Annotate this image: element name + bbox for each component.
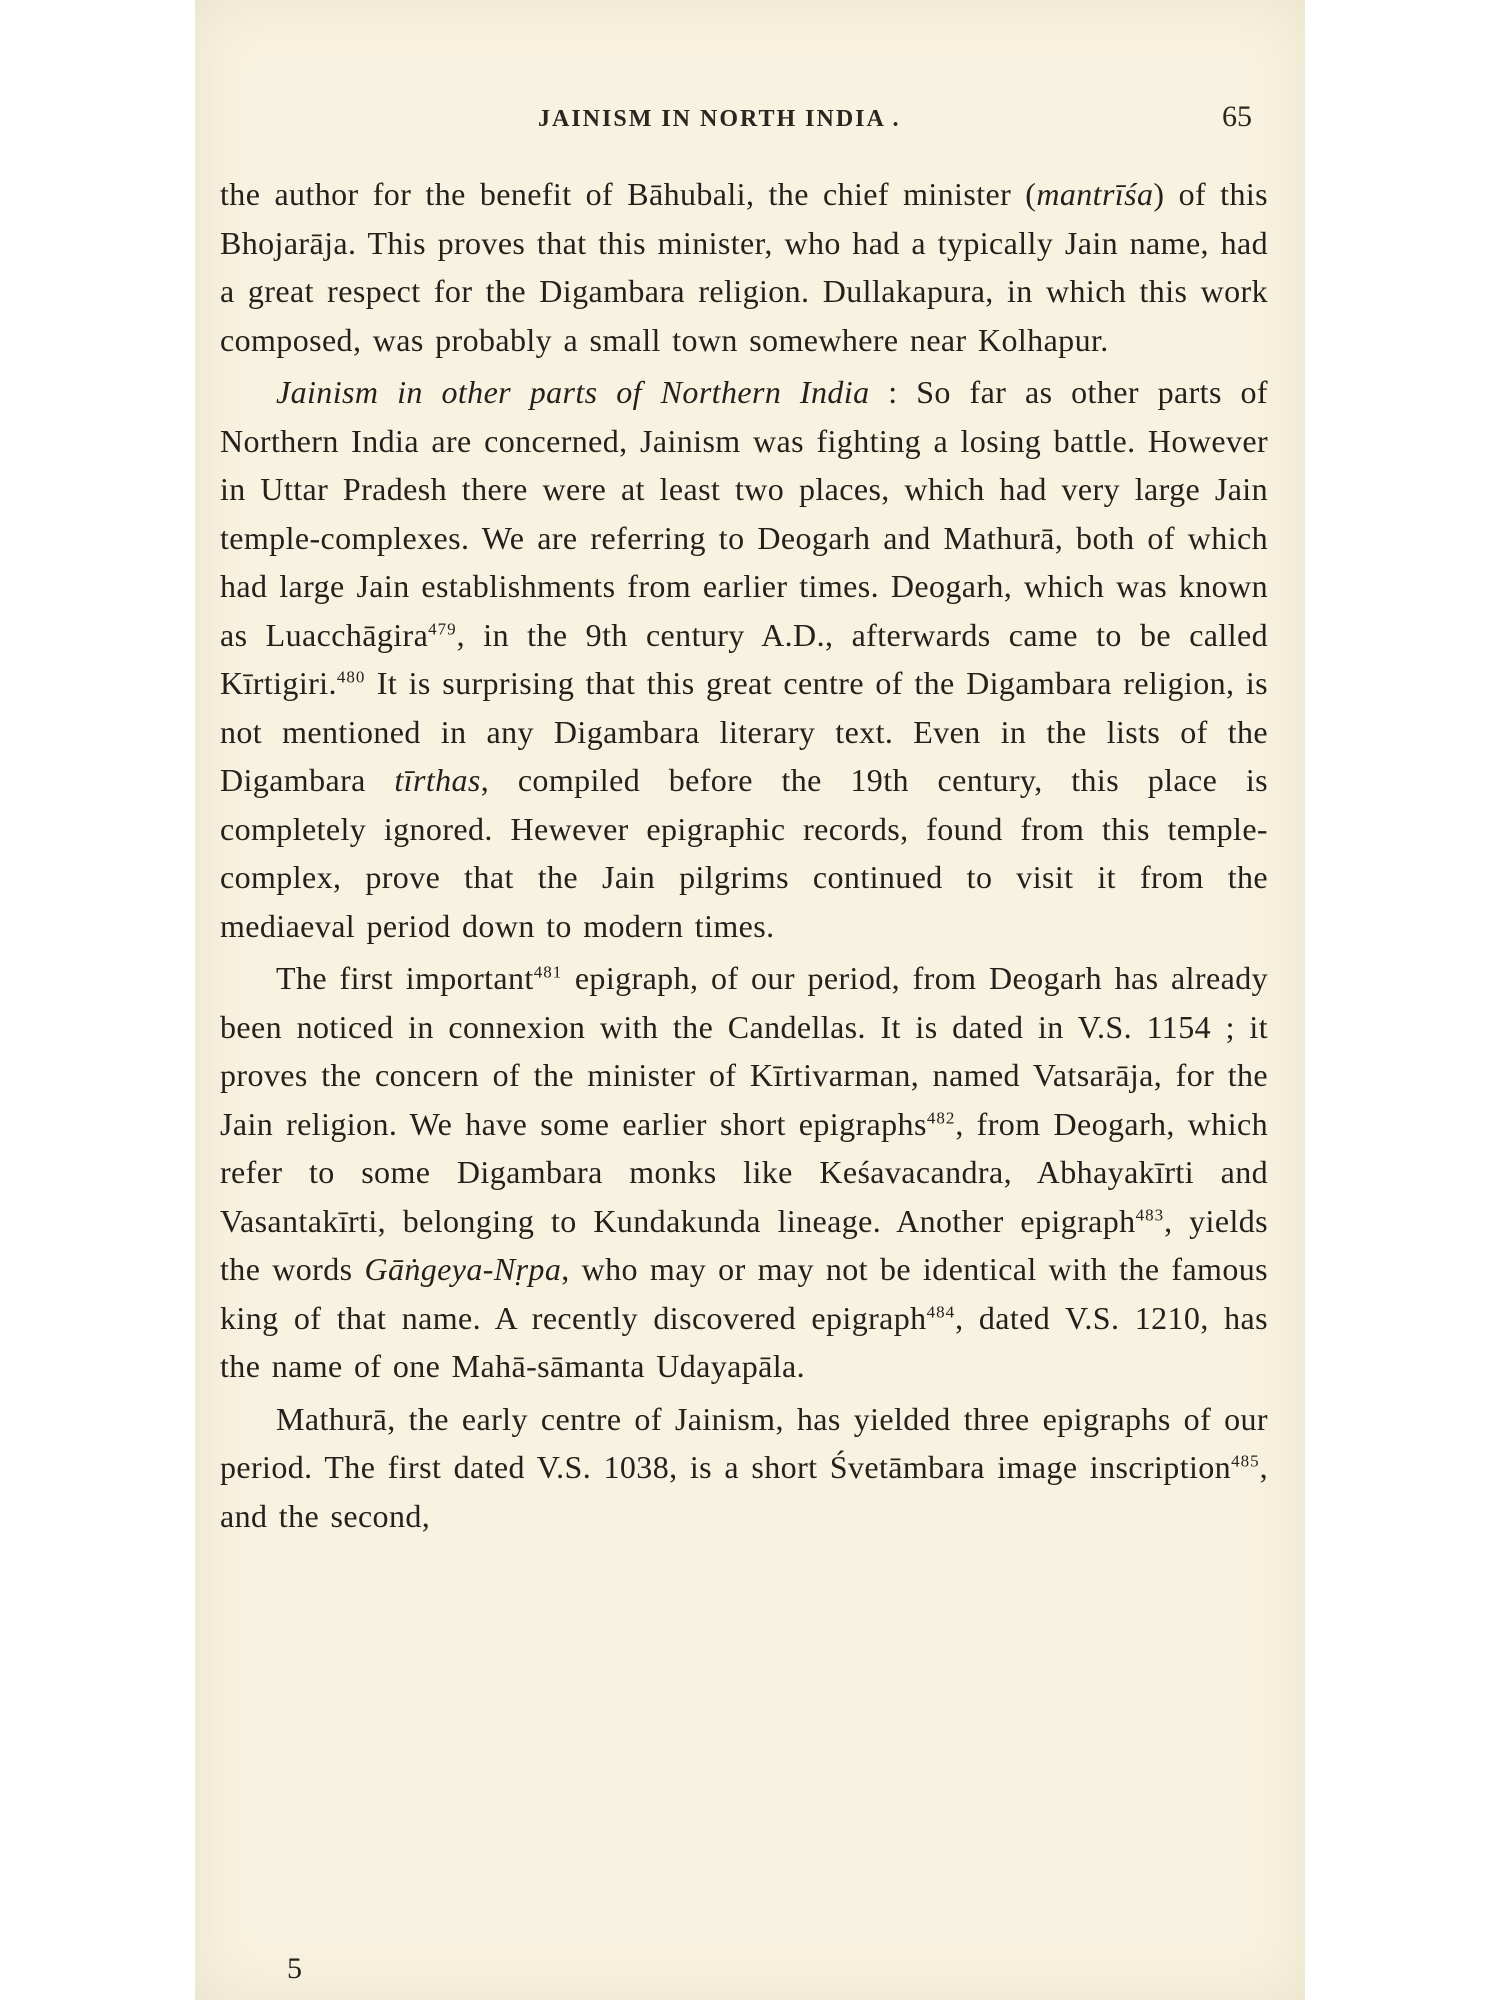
footnote-ref: 483 [1135, 1204, 1165, 1224]
text-run: : So far as other parts of Northern India are concerned, Jainism was fighting a losing battle. However in Uttar Pradesh there were at least two places, which had very large Jain temple-complexes. We are referring to Deogarh and Mathurā, both of which had large Jain establishments from earlier times. Deogarh, which was known as Luacchāgira [220, 374, 1268, 653]
italic-term: Gāṅgeya-Nṛpa [364, 1251, 562, 1287]
text-run: , who may or may not be identical with the famous king of that name. A recently discovered epigraph [220, 1251, 1268, 1336]
text-run: , dated V.S. 1210, has the name of one Mahā-sāmanta Udayapāla. [220, 1299, 1268, 1384]
text-run: The first important [276, 960, 534, 996]
footnote-ref: 484 [926, 1301, 956, 1321]
paragraph-2 [220, 368, 1268, 950]
body-text [220, 170, 1268, 1544]
running-head [195, 100, 1305, 140]
text-run: , yields the words [220, 1202, 1268, 1287]
text-run: , compiled before the 19th century, this place is completely ignored. Hewever epigraphic records, found from this temple-complex, prove that the Jain pilgrims continued to visit it from the mediaeval period down to modern times. [220, 762, 1268, 944]
italic-term: mantrīśa [1036, 176, 1154, 212]
text-run: the author for the benefit of Bāhubali, the chief minister ( [220, 176, 1037, 212]
italic-term: Jainism in other parts of Northern India [276, 374, 870, 410]
footnote-ref: 480 [336, 667, 366, 687]
text-run: , in the 9th century A.D., afterwards came to be called Kīrtigiri. [220, 616, 1268, 701]
text-run: It is surprising that this great centre of the Digambara religion, is not mentioned in any Digambara literary text. Even in the lists of the Digambara [220, 665, 1268, 798]
footnote-ref: 485 [1231, 1451, 1260, 1471]
footnote-ref: 481 [533, 962, 563, 982]
paragraph-3 [220, 954, 1268, 1391]
footnote-ref: 482 [926, 1107, 956, 1127]
text-run: ) of this Bhojarāja. This proves that this minister, who had a typically Jain name, had a great respect for the Digambara religion. Dullakapura, in which this work composed, was probably a small town somewhere near Kolhapur. [220, 176, 1269, 358]
italic-term: tīrthas [394, 762, 481, 798]
paragraph-4 [220, 1395, 1268, 1541]
page-number: 65 [1222, 100, 1252, 133]
signature-mark: 5 [287, 1952, 302, 1985]
footnote-ref: 479 [428, 618, 457, 638]
running-title: JAINISM IN NORTH INDIA . [538, 106, 901, 132]
text-run: , and the second, [220, 1449, 1268, 1534]
text-run: epigraph, of our period, from Deogarh has already been noticed in connexion with the Candellas. It is dated in V.S. 1154 ; it proves the concern of the minister of Kīrtivarman, named Vatsarāja, for the Jain religion. We have some earlier short epigraphs [220, 960, 1268, 1142]
paragraph-1 [220, 170, 1268, 364]
book-page [195, 0, 1305, 2000]
text-run: , from Deogarh, which refer to some Digambara monks like Keśavacandra, Abhayakīrti and Vasantakīrti, belonging to Kundakunda lineage. Another epigraph [220, 1105, 1269, 1239]
text-run: Mathurā, the early centre of Jainism, has yielded three epigraphs of our period. The first dated V.S. 1038, is a short Śvetāmbara image inscription [220, 1400, 1268, 1485]
